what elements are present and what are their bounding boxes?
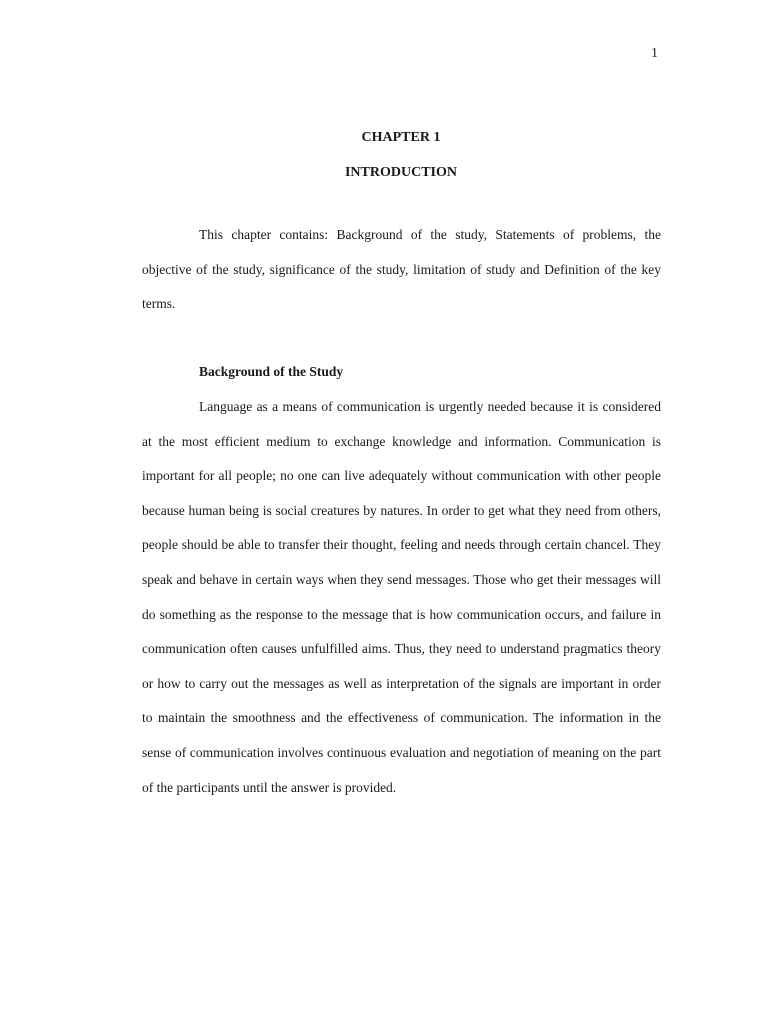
background-heading: Background of the Study <box>199 364 344 379</box>
intro-paragraph: This chapter contains: Background of the study, Statements of problems, the objective of the study, significance of the study, limitation of study and Definition of the key terms. <box>142 227 661 312</box>
chapter-title: CHAPTER 1 <box>361 130 441 145</box>
page-number: 1 <box>651 46 658 61</box>
background-paragraph: Language as a means of communication is urgently needed because it is considered at the most efficient medium to exchange knowledge and information. Communication is important for all people; no one can live adequately without communication with other people because human being is social creatures by natures. In order to get what they need from others, people should be able to transfer their thought, feeling and needs through certain chancel. They speak and behave in certain ways when they send messages. Those who get their messages will do something as the response to the message that is how communication occurs, and failure in communication often causes unfulfilled aims. Thus, they need to understand pragmatics theory or how to carry out the messages as well as interpretation of the signals are important in order to maintain the smoothness and the effectiveness of communication. The information in the sense of communication involves continuous evaluation and negotiation of meaning on the part of the participants until the answer is provided. <box>142 399 661 795</box>
section-title: INTRODUCTION <box>344 165 457 180</box>
